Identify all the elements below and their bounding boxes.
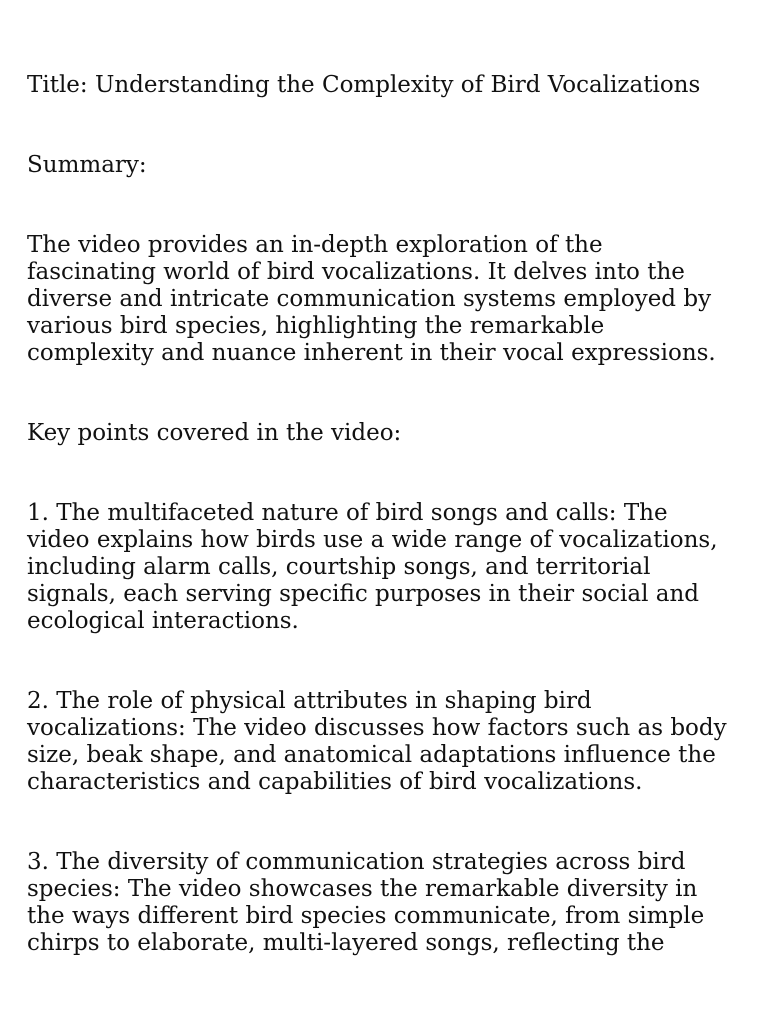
summary-heading: Summary: <box>27 152 147 178</box>
document-body <box>27 72 727 1010</box>
key-point-1: 1. The multifaceted nature of bird songs and calls: The video explains how birds use a wide range of vocalizations, including alarm calls, courtship songs, and territorial signals, each serving specific purposes in their social and ecological interactions. <box>27 500 718 634</box>
document-title: Title: Understanding the Complexity of Bird Vocalizations <box>27 72 701 98</box>
key-point-2: 2. The role of physical attributes in shaping bird vocalizations: The video discusses how factors such as body size, beak shape, and anatomical adaptations influence the characteristics and capabilities of bird vocalizations. <box>27 688 727 795</box>
key-points-heading: Key points covered in the video: <box>27 420 402 446</box>
summary-paragraph: The video provides an in-depth exploration of the fascinating world of bird vocalizations. It delves into the diverse and intricate communication systems employed by various bird species, highlighting the remarkable complexity and nuance inherent in their vocal expressions. <box>27 232 716 366</box>
key-point-3: 3. The diversity of communication strategies across bird species: The video showcases the remarkable diversity in the ways different bird species communicate, from simple chirps to elaborate, multi-layered songs, reflecting the <box>27 849 705 956</box>
